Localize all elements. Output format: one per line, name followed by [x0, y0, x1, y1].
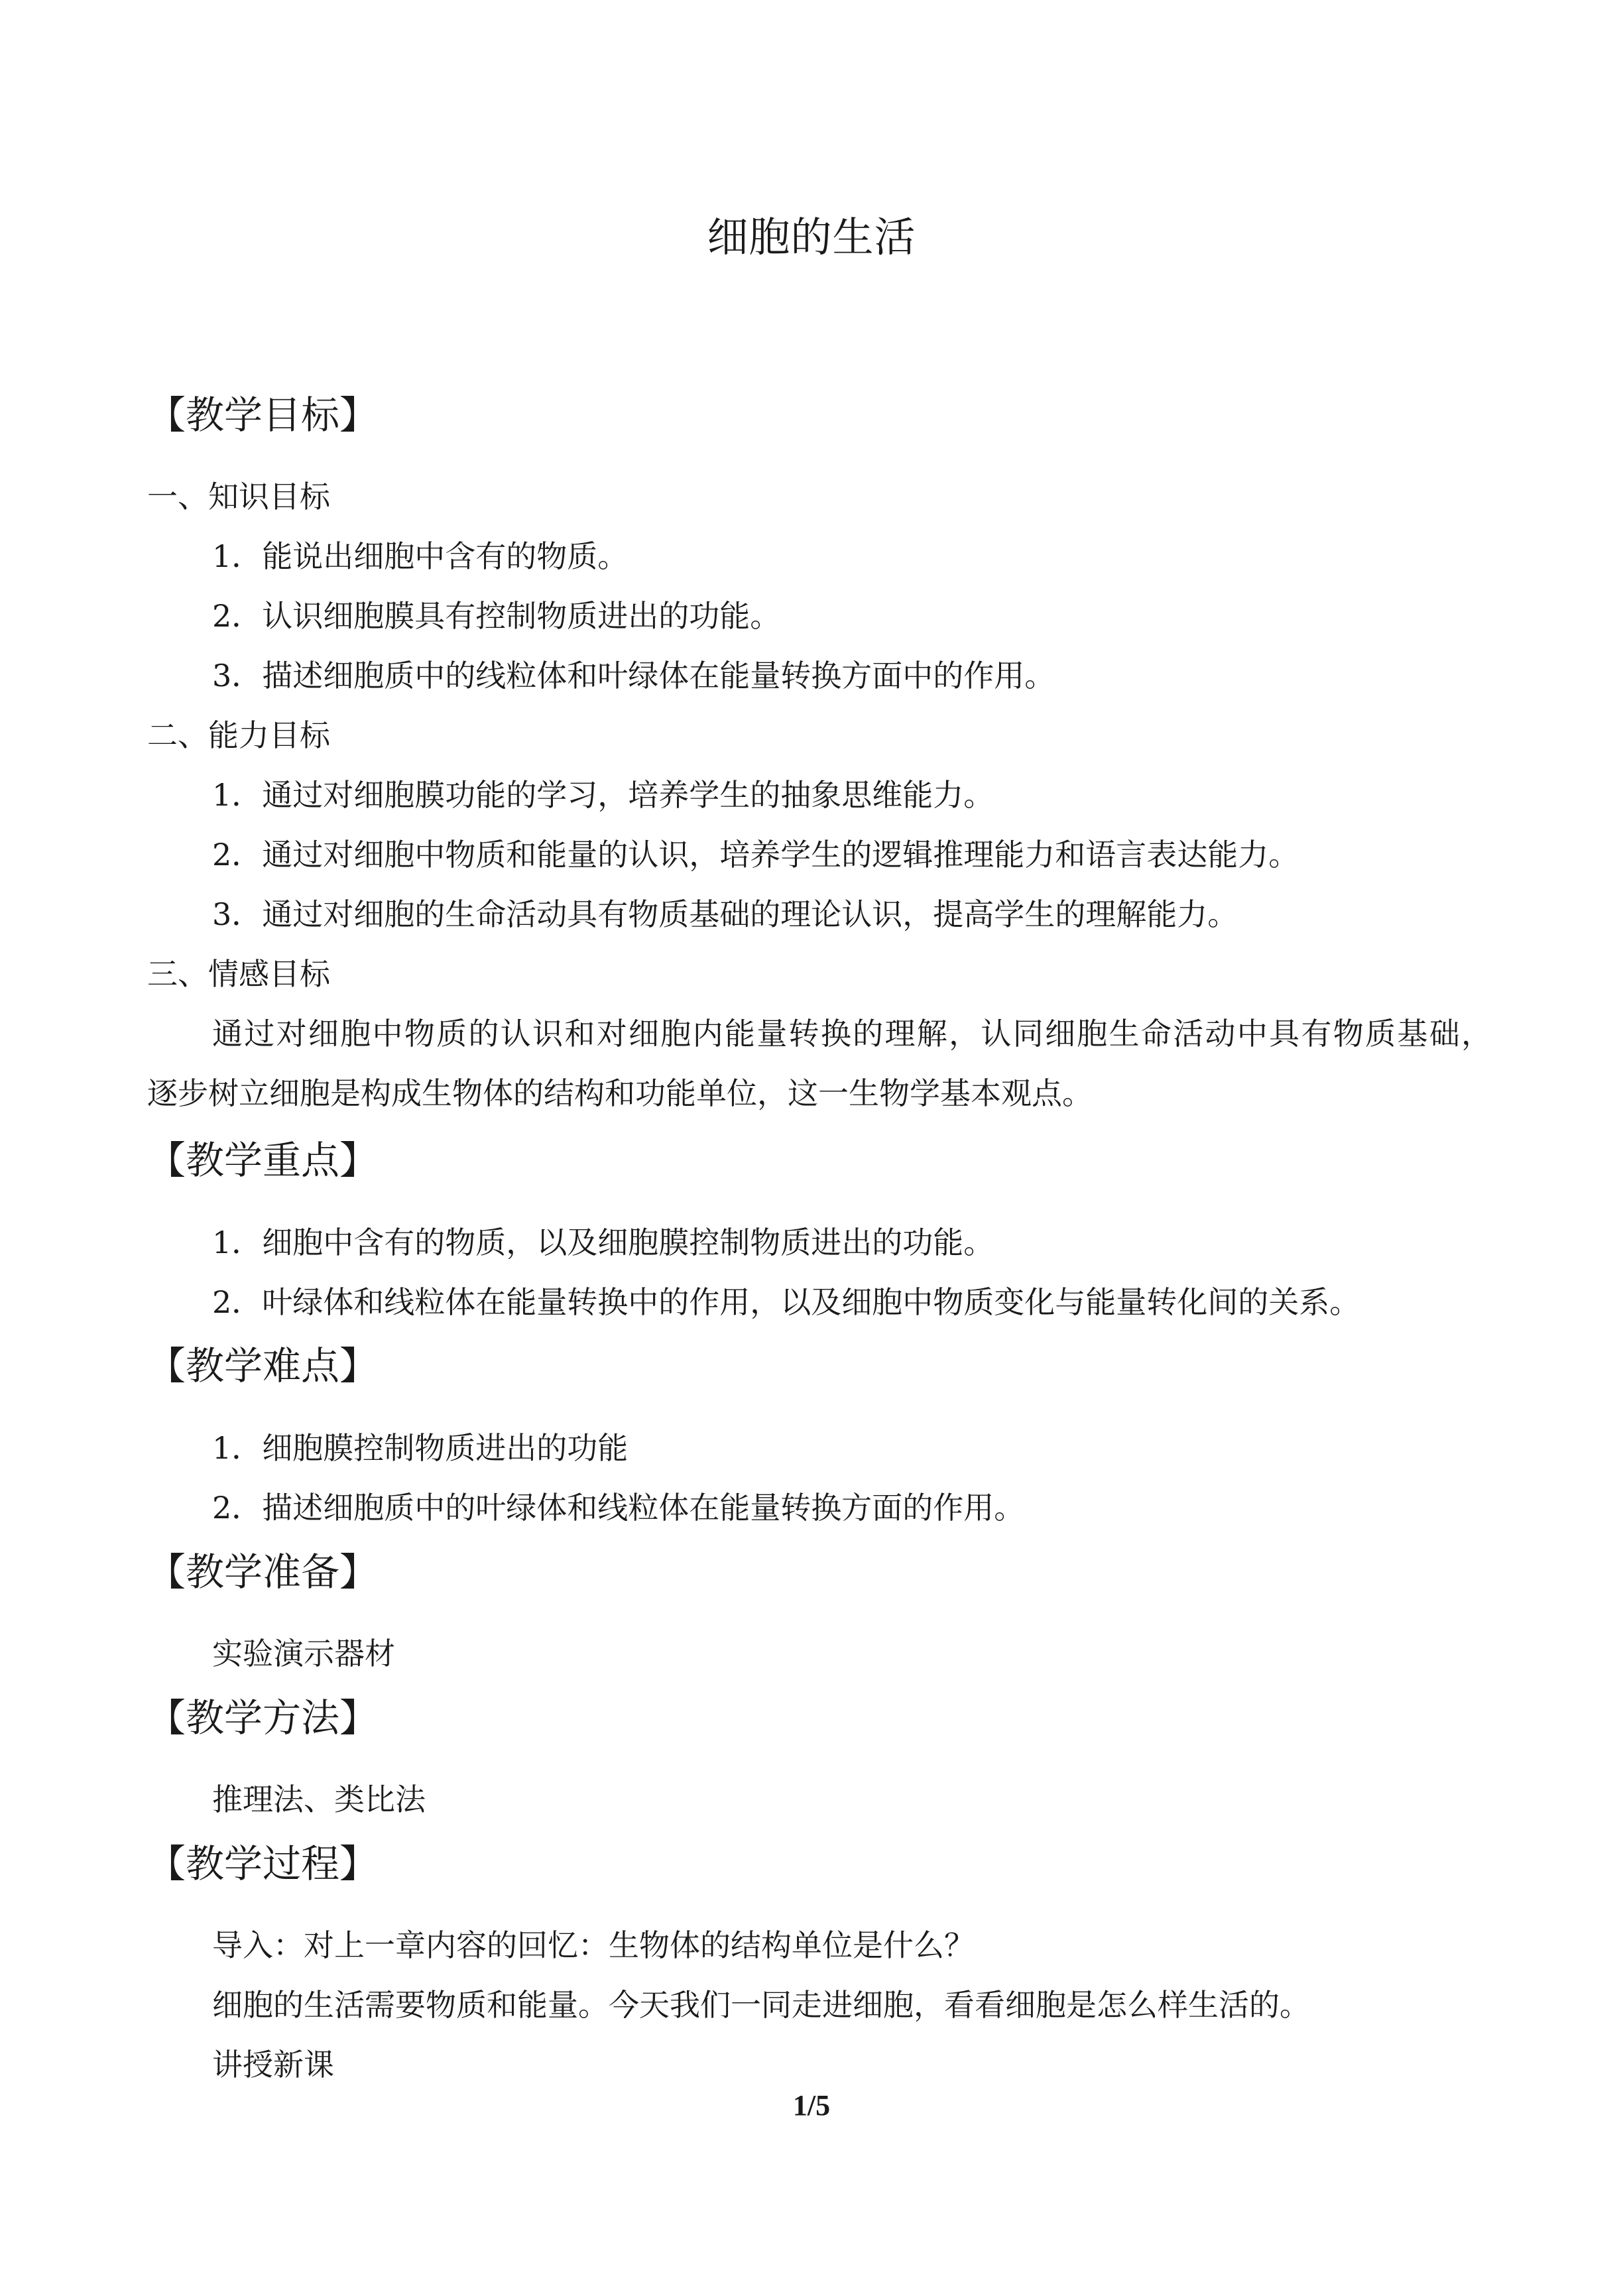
section-heading-methods: 【教学方法】 — [147, 1695, 379, 1740]
subsection-label-knowledge: 一、知识目标 — [147, 479, 330, 514]
list-item: 2．叶绿体和线粒体在能量转换中的作用，以及细胞中物质变化与能量转化间的关系。 — [212, 1284, 1360, 1320]
list-item: 3．描述细胞质中的线粒体和叶绿体在能量转换方面中的作用。 — [212, 658, 1055, 694]
list-item: 1．通过对细胞膜功能的学习，培养学生的抽象思维能力。 — [212, 777, 994, 813]
list-item: 1．能说出细胞中含有的物质。 — [212, 538, 629, 574]
list-item: 2．描述细胞质中的叶绿体和线粒体在能量转换方面的作用。 — [212, 1490, 1025, 1526]
section-heading-key-points: 【教学重点】 — [147, 1138, 379, 1183]
list-item: 1．细胞中含有的物质，以及细胞膜控制物质进出的功能。 — [212, 1225, 994, 1260]
section-text-preparation: 实验演示器材 — [212, 1636, 395, 1671]
section-heading-preparation: 【教学准备】 — [147, 1549, 379, 1595]
paragraph-line: 通过对细胞中物质的认识和对细胞内能量转换的理解，认同细胞生命活动中具有物质基础， — [212, 1016, 1492, 1052]
section-heading-process: 【教学过程】 — [147, 1841, 379, 1886]
paragraph-line: 逐步树立细胞是构成生物体的结构和功能单位，这一生物学基本观点。 — [147, 1075, 1093, 1111]
section-text-methods: 推理法、类比法 — [212, 1782, 426, 1817]
paragraph-line: 细胞的生活需要物质和能量。今天我们一同走进细胞，看看细胞是怎么样生活的。 — [212, 1987, 1310, 2023]
section-heading-difficulties: 【教学难点】 — [147, 1343, 379, 1388]
list-item: 1．细胞膜控制物质进出的功能 — [212, 1430, 629, 1466]
list-item: 2．认识细胞膜具有控制物质进出的功能。 — [212, 598, 781, 634]
section-heading-objectives: 【教学目标】 — [147, 393, 379, 438]
page-number: 1/5 — [792, 2089, 831, 2122]
document-title: 细胞的生活 — [707, 213, 916, 261]
subsection-label-emotion: 三、情感目标 — [147, 956, 330, 992]
subsection-label-ability: 二、能力目标 — [147, 717, 330, 753]
paragraph-line: 讲授新课 — [212, 2047, 334, 2083]
list-item: 3．通过对细胞的生命活动具有物质基础的理论认识，提高学生的理解能力。 — [212, 896, 1238, 932]
paragraph-line: 导入：对上一章内容的回忆：生物体的结构单位是什么？ — [212, 1927, 975, 1963]
list-item: 2．通过对细胞中物质和能量的认识，培养学生的逻辑推理能力和语言表达能力。 — [212, 837, 1299, 873]
